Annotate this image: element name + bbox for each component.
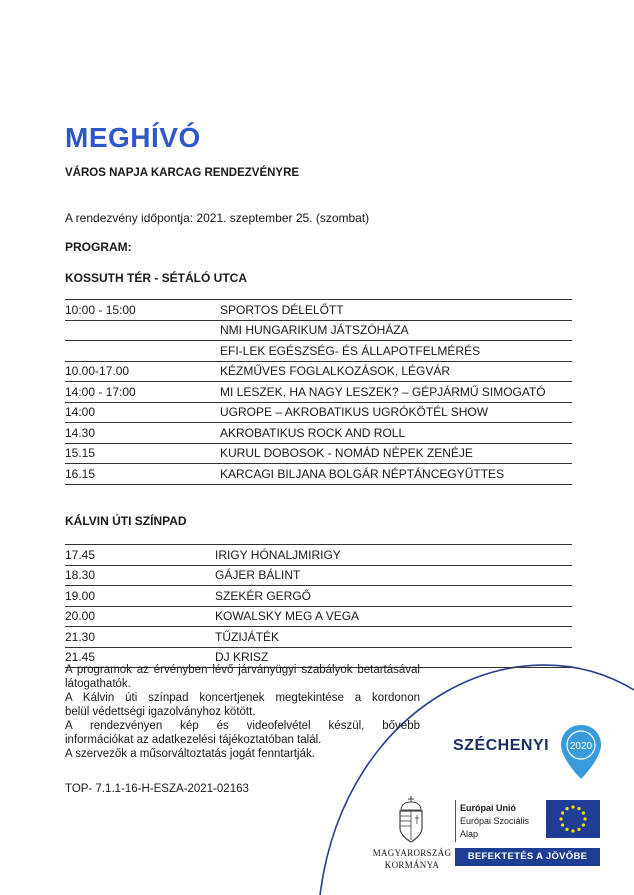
- note-line: A szervezők a műsorváltoztatás jogát fenntartják.: [65, 748, 315, 760]
- note-line: látogathatók.: [65, 678, 131, 690]
- table-row: [65, 402, 572, 423]
- kossuth-section-heading: KOSSUTH TÉR - SÉTÁLÓ UTCA: [65, 271, 247, 285]
- table-row: [65, 320, 572, 341]
- table-row: [65, 341, 572, 362]
- eu-star-icon: [583, 817, 586, 820]
- note-line: információkat az adatkezelési tájékoztatóban talál.: [65, 734, 322, 746]
- row-event: SPORTOS DÉLELŐTT: [220, 300, 572, 321]
- row-time: 14:00: [65, 402, 220, 423]
- notes-block: [65, 663, 420, 761]
- row-time: 21.45: [65, 647, 215, 668]
- row-time: 10.00-17.00: [65, 361, 220, 382]
- row-event: SZEKÉR GERGŐ: [215, 586, 572, 607]
- row-event: KARCAGI BILJANA BOLGÁR NÉPTÁNCEGYÜTTES: [220, 464, 572, 485]
- eu-star-icon: [582, 823, 585, 826]
- table-row: [65, 361, 572, 382]
- row-time: 10:00 - 15:00: [65, 300, 220, 321]
- row-time: 20.00: [65, 606, 215, 627]
- row-time: 18.30: [65, 565, 215, 586]
- invest-banner: BEFEKTETÉS A JÖVŐBE: [455, 848, 600, 866]
- note-line: belül védettségi igazolványhoz kötött.: [65, 706, 256, 718]
- row-event: KOWALSKY MEG A VEGA: [215, 606, 572, 627]
- eu-logo-line3: Alap: [460, 829, 479, 839]
- eu-logo-line1: Európai Unió: [460, 803, 516, 813]
- kossuth-schedule-table: [65, 299, 572, 485]
- eu-star-icon: [571, 805, 574, 808]
- eu-star-icon: [559, 817, 562, 820]
- eu-star-icon: [561, 823, 564, 826]
- table-row: [65, 464, 572, 485]
- table-row: [65, 586, 572, 607]
- eu-flag-icon: [546, 800, 600, 838]
- page-subtitle: VÁROS NAPJA KARCAG RENDEZVÉNYRE: [65, 167, 300, 179]
- row-time: 15.15: [65, 443, 220, 464]
- gov-logo-line2: KORMÁNYA: [384, 860, 440, 870]
- eu-divider: [455, 800, 456, 842]
- note-line: A rendezvényen kép és videofelvétel készül, bővebb: [65, 720, 420, 732]
- row-time: 17.45: [65, 545, 215, 566]
- note-line: A Kálvin úti színpad koncertjenek megtekintése a kordonon: [65, 692, 420, 704]
- table-row: [65, 300, 572, 321]
- table-row: [65, 382, 572, 403]
- note-line: A programok az érvényben lévő járványügyi szabályok betartásával: [65, 664, 420, 676]
- eu-star-icon: [565, 828, 568, 831]
- table-row: [65, 443, 572, 464]
- row-time: [65, 320, 220, 341]
- page-title: MEGHÍVÓ: [65, 122, 201, 153]
- eu-logo-line2: Európai Szociális: [460, 816, 530, 826]
- table-row: [65, 565, 572, 586]
- row-event: GÁJER BÁLINT: [215, 565, 572, 586]
- row-event: NMI HUNGARIKUM JÁTSZÓHÁZA: [220, 320, 572, 341]
- row-event: EFI-LEK EGÉSZSÉG- ÉS ÁLLAPOTFELMÉRÉS: [220, 341, 572, 362]
- row-event: MI LESZEK, HA NAGY LESZEK? – GÉPJÁRMŰ SIMOGATÓ: [220, 382, 572, 403]
- row-time: [65, 341, 220, 362]
- row-time: 21.30: [65, 627, 215, 648]
- table-row: [65, 606, 572, 627]
- hungarian-crest-icon: [397, 796, 425, 846]
- table-row: [65, 545, 572, 566]
- eu-star-icon: [565, 807, 568, 810]
- eu-star-icon: [582, 811, 585, 814]
- szechenyi-pin-icon: [558, 723, 604, 781]
- row-time: 14:00 - 17:00: [65, 382, 220, 403]
- eu-star-icon: [577, 807, 580, 810]
- row-time: 16.15: [65, 464, 220, 485]
- kalvin-section-heading: KÁLVIN ÚTI SZÍNPAD: [65, 514, 187, 528]
- kalvin-schedule-table: [65, 544, 572, 668]
- row-time: 19.00: [65, 586, 215, 607]
- eu-star-icon: [571, 829, 574, 832]
- row-event: IRIGY HÓNALJMIRIGY: [215, 545, 572, 566]
- szechenyi-logo-text: SZÉCHENYI: [453, 737, 550, 754]
- row-event: AKROBATIKUS ROCK AND ROLL: [220, 423, 572, 444]
- row-event: KURUL DOBOSOK - NOMÁD NÉPEK ZENÉJE: [220, 443, 572, 464]
- project-code: TOP- 7.1.1-16-H-ESZA-2021-02163: [65, 783, 249, 795]
- event-date: A rendezvény időpontja: 2021. szeptember 25. (szombat): [65, 211, 370, 225]
- program-heading: PROGRAM:: [65, 240, 132, 254]
- eu-star-icon: [577, 828, 580, 831]
- row-event: DJ KRISZ: [215, 647, 572, 668]
- table-row: [65, 423, 572, 444]
- row-event: UGROPE – AKROBATIKUS UGRÓKÖTÉL SHOW: [220, 402, 572, 423]
- szechenyi-year: 2020: [569, 741, 593, 752]
- gov-logo-line1: MAGYARORSZÁG: [372, 848, 452, 858]
- row-event: KÉZMŰVES FOGLALKOZÁSOK, LÉGVÁR: [220, 361, 572, 382]
- row-time: 14.30: [65, 423, 220, 444]
- eu-star-icon: [561, 811, 564, 814]
- table-row: [65, 627, 572, 648]
- row-event: TŰZIJÁTÉK: [215, 627, 572, 648]
